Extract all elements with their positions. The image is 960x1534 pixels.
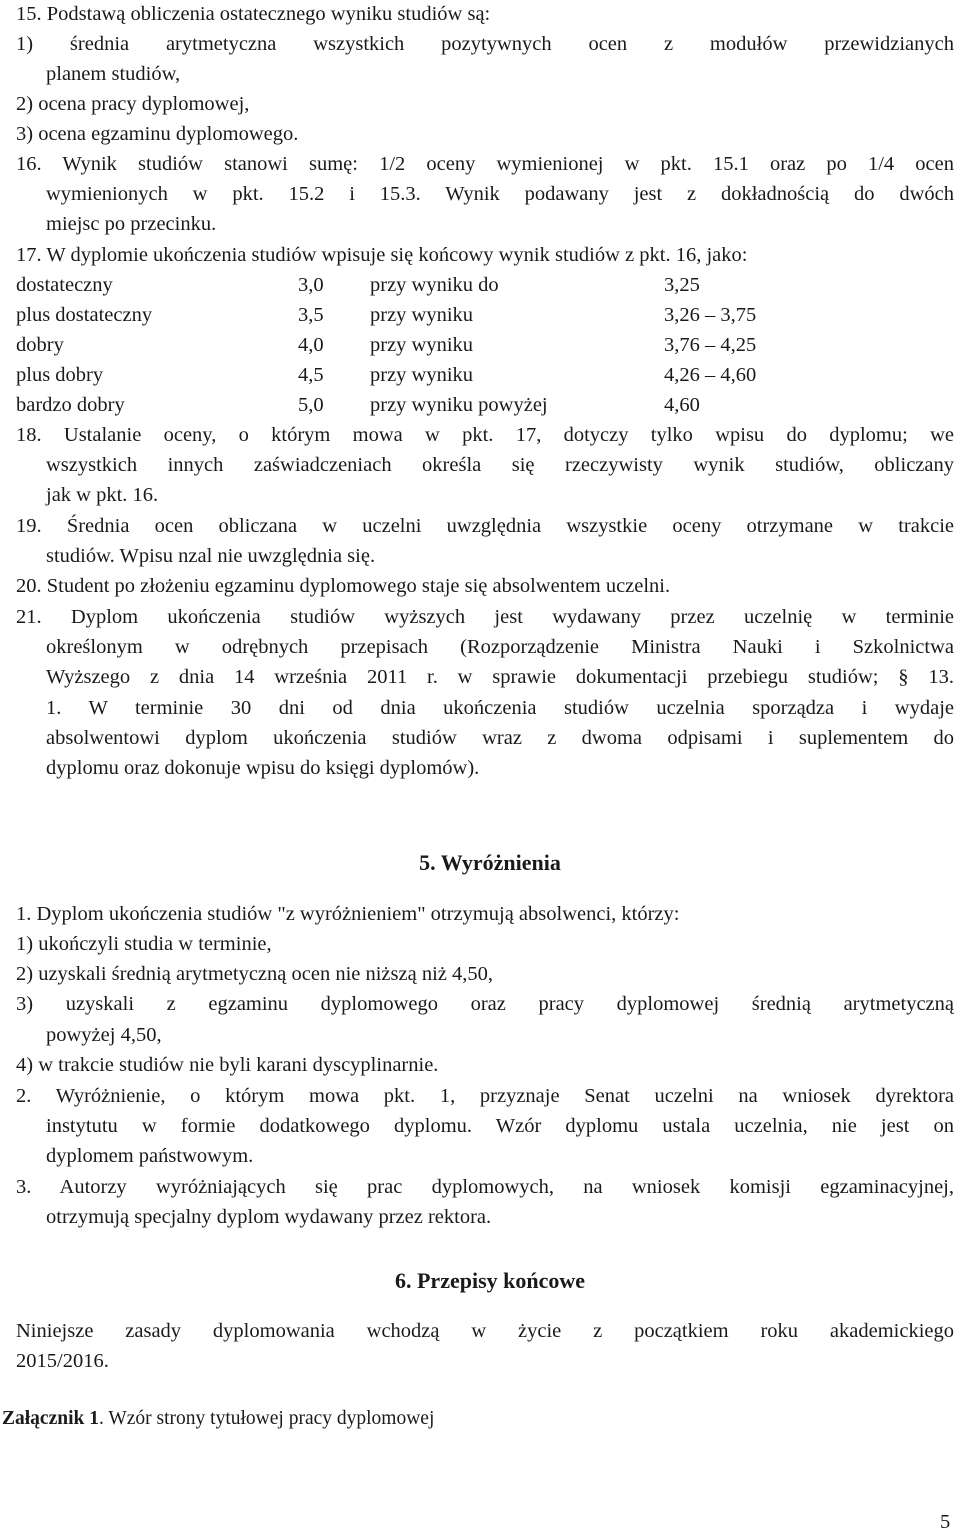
grade-name: plus dobry [16, 364, 104, 386]
grade-condition: przy wyniku [370, 364, 474, 386]
point-18-line-3: jak w pkt. 16. [46, 484, 159, 506]
grade-range: 3,25 [664, 274, 700, 296]
point-21-line-2: określonym w odrębnych przepisach (Rozporządzenie Ministra Nauki i Szkolnictwa [46, 636, 954, 658]
annex-text: . Wzór strony tytułowej pracy dyplomowej [98, 1408, 435, 1429]
s5-item-4: 4) w trakcie studiów nie byli karani dyscyplinarnie. [16, 1054, 439, 1076]
section-6-heading: 6. Przepisy końcowe [394, 1268, 586, 1293]
annex-label: Załącznik 1 [2, 1408, 99, 1429]
point-16-line-3: miejsc po przecinku. [46, 213, 217, 235]
grade-range: 3,26 – 3,75 [664, 304, 757, 326]
s6-paragraph-line-2: 2015/2016. [16, 1350, 109, 1372]
point-20: 20. Student po złożeniu egzaminu dyplomowego staje się absolwentem uczelni. [16, 575, 671, 597]
grade-condition: przy wyniku [370, 304, 474, 326]
grade-condition: przy wyniku [370, 334, 474, 356]
point-15-item-3: 3) ocena egzaminu dyplomowego. [16, 123, 299, 145]
s5-point-1: 1. Dyplom ukończenia studiów "z wyróżnieniem" otrzymują absolwenci, którzy: [16, 903, 680, 925]
point-18-line-1: 18. Ustalanie oceny, o którym mowa w pkt. 17, dotyczy tylko wpisu do dyplomu; we [16, 424, 954, 446]
grade-name: plus dostateczny [16, 304, 153, 326]
grade-range: 4,26 – 4,60 [664, 364, 757, 386]
grade-range: 3,76 – 4,25 [664, 334, 757, 356]
s5-point-3-line-1: 3. Autorzy wyróżniających się prac dyplomowych, na wniosek komisji egzaminacyjnej, [16, 1176, 954, 1198]
grade-name: dostateczny [16, 274, 113, 296]
point-16-line-1: 16. Wynik studiów stanowi sumę: 1/2 oceny wymienionej w pkt. 15.1 oraz po 1/4 ocen [16, 153, 954, 175]
s5-point-3-line-2: otrzymują specjalny dyplom wydawany przez rektora. [46, 1206, 492, 1228]
point-17: 17. W dyplomie ukończenia studiów wpisuje się końcowy wynik studiów z pkt. 16, jako: [16, 244, 748, 266]
grade-range: 4,60 [664, 394, 700, 416]
point-16-line-2: wymienionych w pkt. 15.2 i 15.3. Wynik podawany jest z dokładnością do dwóch [46, 183, 954, 205]
grade-condition: przy wyniku do [370, 274, 499, 296]
s5-item-1: 1) ukończyli studia w terminie, [16, 933, 272, 955]
point-21-line-5: absolwentowi dyplom ukończenia studiów wraz z dwoma odpisami i suplementem do [46, 727, 954, 749]
point-15-item-1-cont: planem studiów, [46, 63, 181, 85]
s5-item-3: 3) uzyskali z egzaminu dyplomowego oraz pracy dyplomowej średnią arytmetyczną [16, 993, 954, 1015]
point-15-intro: 15. Podstawą obliczenia ostatecznego wyniku studiów są: [16, 3, 491, 25]
s5-point-2-line-2: instytutu w formie dodatkowego dyplomu. Wzór dyplomu ustala uczelnia, nie jest on [46, 1115, 954, 1137]
point-21-line-6: dyplomu oraz dokonuje wpisu do księgi dyplomów). [46, 757, 480, 779]
point-19-line-2: studiów. Wpisu nzal nie uwzględnia się. [46, 545, 376, 567]
point-15-item-1: 1) średnia arytmetyczna wszystkich pozytywnych ocen z modułów przewidzianych [16, 33, 954, 55]
point-21-line-1: 21. Dyplom ukończenia studiów wyższych jest wydawany przez uczelnię w terminie [16, 606, 954, 628]
grade-condition: przy wyniku powyżej [370, 394, 548, 416]
grade-name: bardzo dobry [16, 394, 125, 416]
grade-value: 4,0 [298, 334, 324, 356]
point-18-line-2: wszystkich innych zaświadczeniach określa się rzeczywisty wynik studiów, obliczany [46, 454, 954, 476]
s5-point-2-line-1: 2. Wyróżnienie, o którym mowa pkt. 1, przyznaje Senat uczelni na wniosek dyrektora [16, 1085, 954, 1107]
point-21-line-4: 1. W terminie 30 dni od dnia ukończenia studiów uczelnia sporządza i wydaje [46, 697, 954, 719]
grade-value: 4,5 [298, 364, 324, 386]
point-19-line-1: 19. Średnia ocen obliczana w uczelni uwzględnia wszystkie oceny otrzymane w trakcie [16, 515, 954, 537]
s5-point-2-line-3: dyplomem państwowym. [46, 1145, 254, 1167]
s5-item-3-cont: powyżej 4,50, [46, 1024, 162, 1046]
s6-paragraph-line-1: Niniejsze zasady dyplomowania wchodzą w życie z początkiem roku akademickiego [16, 1320, 954, 1342]
annex-line [2, 1409, 434, 1429]
page-number: 5 [940, 1511, 951, 1533]
grade-value: 5,0 [298, 394, 324, 416]
grade-value: 3,0 [298, 274, 324, 296]
s5-item-2: 2) uzyskali średnią arytmetyczną ocen nie niższą niż 4,50, [16, 963, 494, 985]
grade-name: dobry [16, 334, 64, 356]
grade-value: 3,5 [298, 304, 324, 326]
point-21-line-3: Wyższego z dnia 14 września 2011 r. w sprawie dokumentacji przebiegu studiów; § 13. [46, 666, 954, 688]
section-5-heading: 5. Wyróżnienia [419, 850, 561, 875]
point-15-item-2: 2) ocena pracy dyplomowej, [16, 93, 250, 115]
